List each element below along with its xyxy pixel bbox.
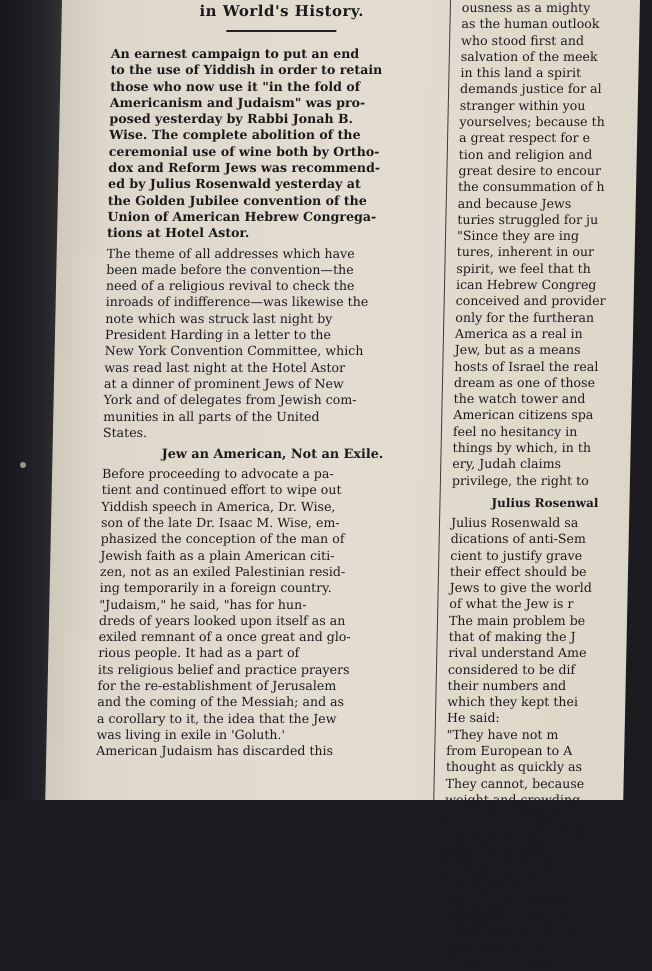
text-line: widely dispersed bret	[444, 824, 583, 840]
text-line: ing temporarily in a foreign country.	[99, 580, 332, 596]
text-line: was living in exile in 'Goluth.'	[96, 726, 286, 742]
text-line: should aim to help o	[442, 922, 573, 938]
text-line: demands justice for al	[459, 81, 602, 97]
text-line: day. As a result, w	[444, 840, 561, 856]
text-line: spirit, we feel that th	[456, 260, 591, 276]
right-text-a	[452, 0, 652, 489]
text-line: zen, not as an exiled Palestinian resid-	[99, 563, 346, 579]
text-line: a corollary to it, the idea that the Jew	[96, 710, 337, 726]
text-line: The main problem be	[448, 612, 586, 628]
text-line: those who now use it "in the fold of	[110, 78, 361, 94]
paragraph-2	[103, 246, 447, 442]
text-line: tures, inherent in our	[456, 244, 595, 260]
text-line: the consummation of h	[457, 179, 605, 195]
text-line: stranger within you	[459, 97, 586, 113]
text-line: the Golden Jubilee convention of the	[107, 192, 367, 208]
text-line: their effect should be	[449, 563, 587, 579]
text-line: Yiddish speech in America, Dr. Wise,	[101, 498, 336, 514]
text-line: who stood first and	[461, 32, 585, 48]
text-line: from European to A	[446, 743, 573, 759]
text-line: They cannot, because	[445, 775, 585, 791]
text-line: as the human outlook	[461, 16, 600, 32]
text-line: a great respect for e	[458, 130, 591, 146]
text-line: the watch tower and	[453, 391, 586, 407]
text-line: dox and Reform Jews was recommend-	[108, 160, 381, 176]
ink-spot	[20, 462, 26, 468]
headline: in World's History.	[199, 2, 365, 20]
text-line: salvation of the meek	[460, 48, 598, 64]
text-line: Jew, but as a means	[454, 342, 581, 358]
text-line: posed yesterday by Rabbi Jonah B.	[109, 111, 354, 127]
text-line: conceived and provider	[455, 293, 606, 309]
text-line: The theme of all addresses which have	[106, 245, 355, 261]
text-line: dream as one of those	[453, 374, 596, 390]
left-column	[96, 0, 452, 759]
text-line: tion and religion and	[458, 146, 593, 162]
text-line: been made before the convention—the	[106, 261, 354, 277]
text-line: weight and crowding	[445, 791, 581, 807]
text-line: in this land a spirit	[460, 65, 582, 81]
subheading: Jew an American, Not an Exile.	[161, 447, 384, 463]
text-line: President Harding in a letter to the	[104, 327, 332, 343]
paragraph-5	[96, 743, 436, 759]
text-line: Jewish problems.	[443, 857, 554, 873]
headline-rule	[226, 30, 336, 32]
text-line: rious people. It had as a part of	[98, 645, 300, 661]
text-line: of time. The devot	[441, 954, 558, 970]
text-line: tient and continued effort to wipe out	[101, 482, 342, 498]
text-line: An earnest campaign to put an end	[110, 46, 360, 61]
right-text-b	[442, 515, 642, 971]
text-line: Jewish faith as a plain American citi-	[100, 547, 335, 563]
text-line: that of making the J	[448, 628, 576, 644]
text-line: Julius Rosenwald sa	[450, 514, 579, 530]
text-line: things by which, in th	[452, 440, 592, 456]
text-line: phasized the conception of the man of	[100, 531, 345, 547]
text-line: yourselves; because th	[459, 114, 605, 130]
text-line: feel no hesitancy in	[452, 423, 578, 439]
text-line: ed by Julius Rosenwald yesterday at	[107, 176, 361, 192]
text-line: that the Jews of Am	[443, 889, 569, 905]
text-line: for the re-establishment of Jerusalem	[97, 677, 337, 693]
text-line: great desire to encour	[458, 162, 602, 178]
text-line: only for the furtheran	[455, 309, 595, 325]
text-line: American citizens spa	[453, 407, 594, 423]
text-line: dications of anti-Sem	[450, 531, 587, 547]
text-line: their numbers and	[447, 677, 567, 693]
text-line: themselves as quickly	[444, 808, 585, 824]
text-line: was read last night at the Hotel Astor	[104, 359, 346, 375]
text-line: exiled remnant of a once great and glo-	[98, 629, 351, 645]
text-line: considered to be dif	[447, 661, 576, 677]
text-line: Americanism and Judaism" was pro-	[109, 94, 366, 110]
text-line: thought as quickly as	[445, 759, 583, 775]
paragraph-3	[100, 466, 443, 596]
text-line: need of a religious revival to check the	[105, 278, 355, 294]
text-line: dreds of years looked upon itself as an	[98, 612, 346, 628]
text-line: which they kept thei	[447, 694, 579, 710]
text-line: Wise. The complete abolition of the	[109, 127, 361, 143]
text-line: hosts of Israel the real	[454, 358, 599, 374]
text-line: of Judaism were very	[442, 906, 578, 922]
text-line: He said:	[446, 710, 500, 726]
text-line: York and of delegates from Jewish com-	[103, 392, 357, 408]
newspaper-page	[45, 0, 640, 970]
text-line: ery, Judah claims	[452, 456, 562, 472]
text-line: munities in all parts of the United	[103, 408, 320, 424]
text-line: son of the late Dr. Isaac M. Wise, em-	[100, 515, 340, 531]
text-line: States.	[102, 424, 148, 440]
right-column	[442, 0, 652, 971]
text-line: these two ideals and	[442, 938, 574, 954]
text-line: and the coming of the Messiah; and as	[97, 694, 345, 710]
text-line: ceremonial use of wine both by Ortho-	[108, 143, 380, 159]
text-line: Jews to give the world	[449, 580, 593, 596]
text-line: ican Hebrew Congreg	[455, 277, 597, 293]
text-line: "It took us many	[443, 873, 549, 889]
text-line: "Judaism," he said, "has for hun-	[99, 596, 307, 612]
paragraph-lead	[107, 46, 451, 242]
text-line: cient to justify grave	[450, 547, 583, 563]
text-line: to the use of Yiddish in order to retain	[110, 62, 383, 78]
right-subheading: Julius Rosenwal	[491, 495, 599, 510]
text-line: of what the Jew is r	[449, 596, 574, 612]
text-line: Before proceeding to advocate a pa-	[101, 466, 334, 482]
text-line: "They have not m	[446, 726, 559, 742]
text-line: turies struggled for ju	[457, 211, 599, 227]
text-line: American Judaism has discarded this	[96, 743, 334, 759]
text-line: and because Jews	[457, 195, 572, 211]
paragraph-4	[96, 597, 439, 744]
text-line: rival understand Ame	[448, 645, 587, 661]
text-line: New York Convention Committee, which	[104, 343, 364, 359]
text-line: at a dinner of prominent Jews of New	[103, 375, 344, 391]
text-line: ousness as a mighty	[461, 0, 591, 15]
text-line: "Since they are ing	[456, 228, 580, 244]
text-line: privilege, the right to	[451, 472, 589, 488]
text-line: its religious belief and practice prayers	[97, 661, 350, 677]
text-line: note which was struck last night by	[105, 310, 333, 326]
text-line: tions at Hotel Astor.	[106, 225, 250, 241]
text-line: America as a real in	[454, 325, 583, 341]
text-line: Union of American Hebrew Congrega-	[107, 208, 377, 224]
text-line: inroads of indifference—was likewise the	[105, 294, 369, 310]
